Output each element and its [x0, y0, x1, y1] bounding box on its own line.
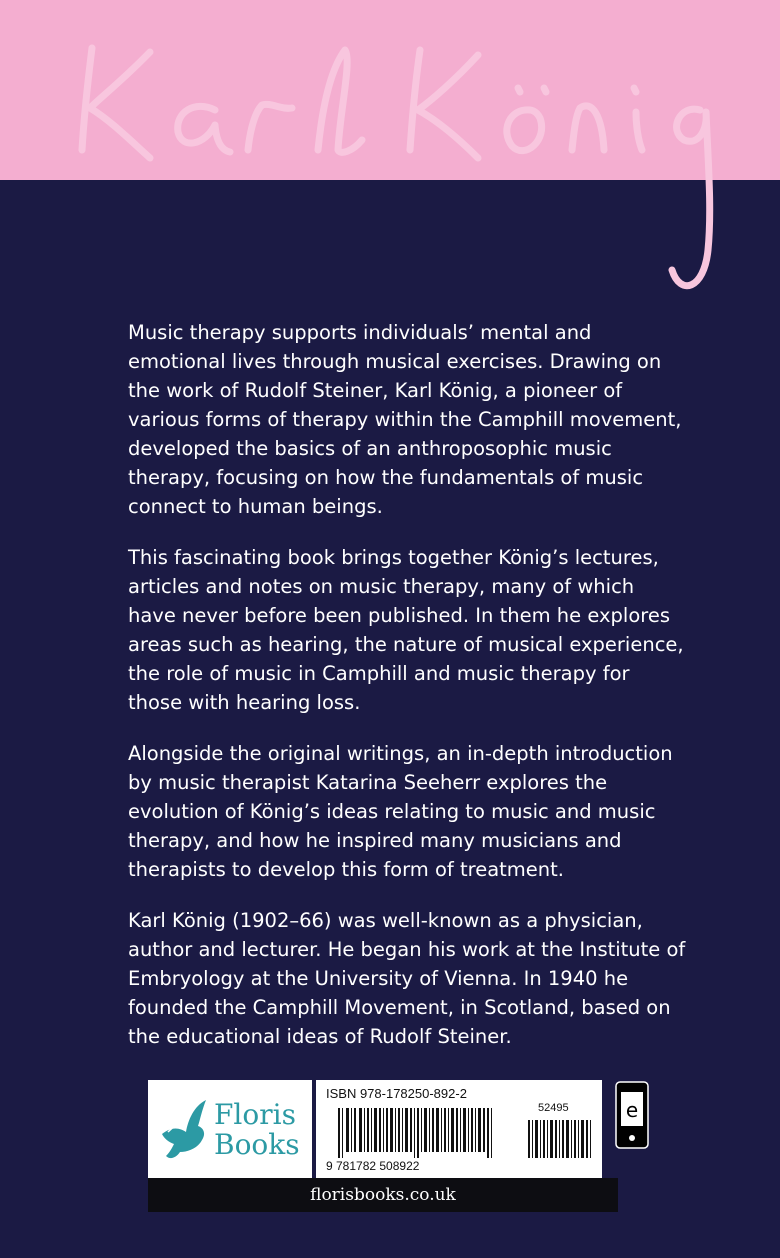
blurb-paragraph-1: Music therapy supports individuals’ mental and emotional lives through musical exercises. Drawing on the work of Rudolf Steiner, Karl König, a pioneer of various forms of therapy within the Camphill movement, developed the basics of an anthroposophic music therapy, focusing on how the fundamentals of music connect to human beings. — [128, 321, 682, 518]
dove-icon — [158, 1096, 208, 1162]
publisher-name-line-2: Books — [214, 1128, 300, 1161]
price-code: 52495 — [538, 1102, 569, 1114]
back-cover-description — [128, 318, 688, 1073]
barcode-panel — [148, 1080, 639, 1178]
publisher-logo — [148, 1080, 312, 1178]
publisher-name-line-1: Floris — [214, 1098, 296, 1131]
ebook-badge-letter: e — [625, 1098, 639, 1122]
author-bio-paragraph: Karl König (1902–66) was well-known as a physician, author and lecturer. He began his work at the Institute of Embryology at the University of Vienna. In 1940 he founded the Camphill Movement, in Scotland, based on the educational ideas of Rudolf Steiner. — [128, 909, 686, 1048]
author-signature — [0, 0, 780, 310]
isbn-label: ISBN 978-178250-892-2 — [326, 1086, 467, 1101]
isbn-barcode — [316, 1080, 602, 1178]
publisher-url: florisbooks.co.uk — [148, 1178, 618, 1212]
barcode-bars — [322, 1106, 598, 1174]
publisher-name — [214, 1100, 310, 1160]
blurb-paragraph-2: This fascinating book brings together König’s lectures, articles and notes on music therapy, many of which have never before been published. In them he explores areas such as hearing, the nature of musical experience, the role of music in Camphill and music therapy for those with hearing loss. — [128, 546, 684, 714]
ebook-reader-icon — [614, 1080, 650, 1150]
barcode-digits: 9 781782 508922 — [326, 1159, 420, 1173]
blurb-paragraph-3: Alongside the original writings, an in-depth introduction by music therapist Katarina Seeherr explores the evolution of König’s ideas relating to music and music therapy, and how he inspired many musicians and therapists to develop this form of treatment. — [128, 742, 673, 881]
